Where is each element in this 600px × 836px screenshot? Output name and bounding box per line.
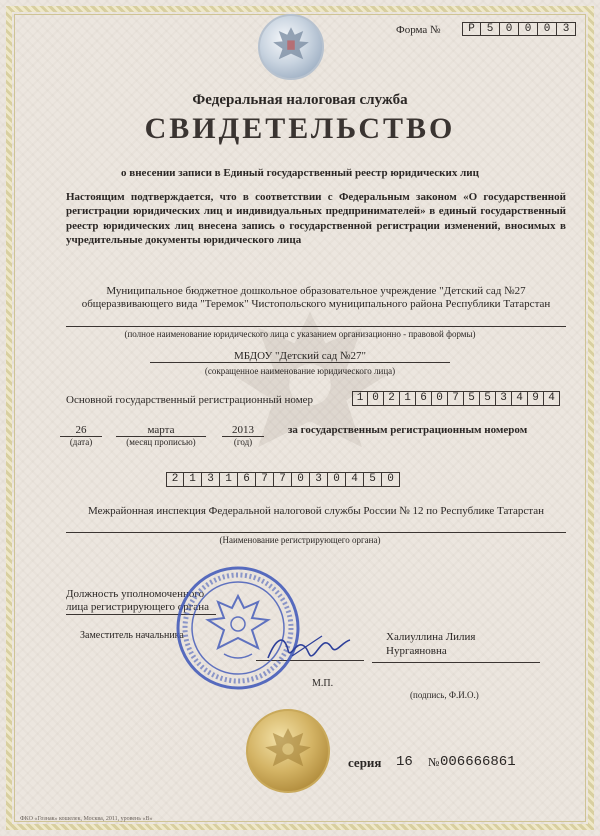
signatory-name: Халиуллина Лилия Нургаяновна bbox=[386, 631, 476, 657]
date-day-note: (дата) bbox=[69, 437, 93, 447]
ogrn-digit: 5 bbox=[480, 391, 496, 406]
grn-digit: 7 bbox=[274, 472, 292, 487]
agency-name: Федеральная налоговая служба bbox=[192, 92, 408, 108]
sign-note: (подпись, Ф.И.О.) bbox=[410, 690, 479, 700]
ogrn-digit: 7 bbox=[448, 391, 464, 406]
date-month-note: (месяц прописью) bbox=[126, 437, 196, 447]
entity-short-name: МБДОУ "Детский сад №27" bbox=[150, 350, 450, 363]
ogrn-digit: 4 bbox=[544, 391, 560, 406]
grn-digit: 6 bbox=[238, 472, 256, 487]
form-code-cell: Р bbox=[462, 22, 481, 36]
grn-digit: 4 bbox=[346, 472, 364, 487]
grn-boxes bbox=[166, 472, 400, 487]
ogrn-digit: 9 bbox=[528, 391, 544, 406]
form-code-boxes bbox=[462, 22, 576, 36]
series-number: 16 bbox=[396, 754, 413, 770]
position-label: Должность уполномоченного лица регистрирующего органа bbox=[66, 588, 209, 613]
ogrn-digit: 2 bbox=[384, 391, 400, 406]
document-subtitle: о внесении записи в Единый государственный реестр юридических лиц bbox=[121, 167, 479, 179]
grn-label: за государственным регистрационным номером bbox=[288, 424, 528, 436]
authority-note: (Наименование регистрирующего органа) bbox=[219, 535, 381, 545]
ogrn-label: Основной государственный регистрационный номер bbox=[66, 394, 314, 406]
ogrn-digit: 0 bbox=[368, 391, 384, 406]
document-title: СВИДЕТЕЛЬСТВО bbox=[144, 112, 456, 145]
short-name-note: (сокращенное наименование юридического лица) bbox=[204, 366, 396, 376]
form-code-cell: 0 bbox=[500, 22, 519, 36]
entity-full-name: Муниципальное бюджетное дошкольное образовательное учреждение "Детский сад №27 общеразвивающего вида "Теремок" Чистопольского муниципального района Республики Татарстан bbox=[81, 285, 551, 310]
authority-name: Межрайонная инспекция Федеральной налоговой службы России № 12 по Республике Татарстан bbox=[87, 505, 545, 517]
grn-digit: 2 bbox=[166, 472, 184, 487]
ogrn-digit: 1 bbox=[400, 391, 416, 406]
signatory-position: Заместитель начальника bbox=[80, 630, 184, 641]
form-code-cell: 5 bbox=[481, 22, 500, 36]
gold-hologram-seal-icon bbox=[246, 709, 330, 793]
grn-digit: 1 bbox=[220, 472, 238, 487]
grn-digit: 5 bbox=[364, 472, 382, 487]
grn-digit: 3 bbox=[202, 472, 220, 487]
ogrn-digit: 4 bbox=[512, 391, 528, 406]
ogrn-digit: 0 bbox=[432, 391, 448, 406]
form-code-cell: 3 bbox=[557, 22, 576, 36]
ogrn-digit: 1 bbox=[352, 391, 368, 406]
form-code-cell: 0 bbox=[538, 22, 557, 36]
form-label: Форма № bbox=[396, 24, 441, 36]
date-day-field bbox=[60, 424, 102, 447]
divider bbox=[372, 662, 540, 663]
date-year: 2013 bbox=[222, 424, 264, 437]
ogrn-digit: 6 bbox=[416, 391, 432, 406]
full-name-note: (полное наименование юридического лица с указанием организационно - правовой формы) bbox=[124, 329, 476, 339]
date-month-field bbox=[116, 424, 206, 447]
blank-number: 006666861 bbox=[440, 754, 516, 770]
grn-digit: 3 bbox=[310, 472, 328, 487]
form-code-cell: 0 bbox=[519, 22, 538, 36]
ogrn-boxes bbox=[352, 391, 560, 406]
date-day: 26 bbox=[60, 424, 102, 437]
signature-icon bbox=[262, 628, 354, 668]
date-year-note: (год) bbox=[233, 437, 253, 447]
date-year-field bbox=[222, 424, 264, 447]
hologram-emblem-icon bbox=[258, 14, 324, 80]
grn-digit: 7 bbox=[256, 472, 274, 487]
grn-digit: 0 bbox=[382, 472, 400, 487]
ogrn-digit: 5 bbox=[464, 391, 480, 406]
body-paragraph: Настоящим подтверждается, что в соответствии с Федеральным законом «О государственной регистрации юридических лиц и индивидуальных предпринимателей» в единый государственный реестр юридических лиц внесена запись о государственной регистрации изменений, вносимых в учредительные документы юридического лица bbox=[66, 191, 566, 246]
grn-digit: 0 bbox=[328, 472, 346, 487]
divider bbox=[66, 326, 566, 327]
ogrn-digit: 3 bbox=[496, 391, 512, 406]
date-month: марта bbox=[116, 424, 206, 437]
grn-digit: 1 bbox=[184, 472, 202, 487]
series-label: серия bbox=[348, 755, 382, 770]
number-sign: № bbox=[428, 755, 440, 769]
mp-label: М.П. bbox=[312, 678, 334, 689]
grn-digit: 0 bbox=[292, 472, 310, 487]
printer-imprint: ФКО «Гознак» кошелек, Москва, 2011, уровень «В» bbox=[20, 816, 153, 822]
divider bbox=[66, 532, 566, 533]
